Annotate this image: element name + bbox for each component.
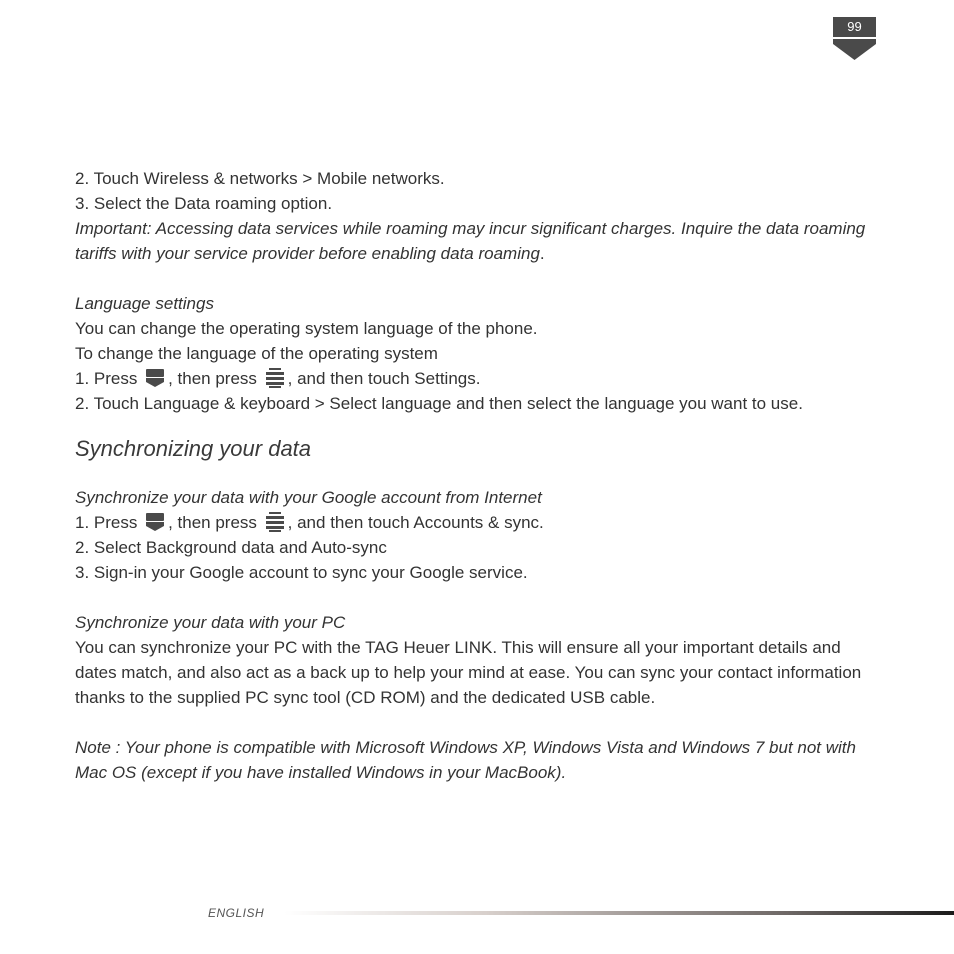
footer-divider <box>284 911 954 915</box>
language-settings-heading: Language settings <box>75 294 214 313</box>
language-step-1-press: 1. Press <box>75 369 138 388</box>
google-sync-heading: Synchronize your data with your Google account from Internet <box>75 488 542 507</box>
menu-key-icon <box>144 367 166 389</box>
language-step-1-settings: , and then touch Settings. <box>287 369 481 388</box>
sync-section-title: Synchronizing your data <box>75 436 312 461</box>
footer-language-label: ENGLISH <box>208 906 265 920</box>
google-step-1-then: , then press <box>168 513 257 532</box>
list-icon <box>264 511 286 533</box>
page-content <box>75 166 885 785</box>
language-intro-2: To change the language of the operating system <box>75 344 438 363</box>
google-sync-step-3: 3. Sign-in your Google account to sync your Google service. <box>75 563 528 582</box>
menu-key-icon <box>144 511 166 533</box>
compatibility-note: Note : Your phone is compatible with Microsoft Windows XP, Windows Vista and Windows 7 but not with Mac OS (except if you have installed Windows in your MacBook). <box>75 738 856 782</box>
pc-sync-body: You can synchronize your PC with the TAG Heuer LINK. This will ensure all your important details and dates match, and also act as a back up to help your mind at ease. You can sync your contact information thanks to the supplied PC sync tool (CD ROM) and the dedicated USB cable. <box>75 638 862 707</box>
google-sync-step-2: 2. Select Background data and Auto-sync <box>75 538 387 557</box>
page-number: 99 <box>833 17 876 37</box>
google-step-1-press: 1. Press <box>75 513 138 532</box>
language-step-2: 2. Touch Language & keyboard > Select language and then select the language you want to use. <box>75 394 803 413</box>
roaming-important-note <box>75 216 885 266</box>
page-number-badge <box>833 17 876 62</box>
important-text: Important: Accessing data services while roaming may incur significant charges. Inquire the data roaming tariffs with your service provider before enabling data roaming <box>75 219 866 263</box>
important-period: . <box>539 244 545 263</box>
language-intro-1: You can change the operating system language of the phone. <box>75 319 538 338</box>
google-step-1-accounts: , and then touch Accounts & sync. <box>287 513 544 532</box>
roaming-step-3: 3. Select the Data roaming option. <box>75 194 333 213</box>
google-sync-step-1 <box>75 510 885 535</box>
list-icon <box>264 367 286 389</box>
language-step-1 <box>75 366 885 391</box>
language-step-1-then: , then press <box>168 369 257 388</box>
roaming-step-2: 2. Touch Wireless & networks > Mobile networks. <box>75 169 445 188</box>
pc-sync-heading: Synchronize your data with your PC <box>75 613 346 632</box>
chevron-down-icon <box>833 39 876 60</box>
